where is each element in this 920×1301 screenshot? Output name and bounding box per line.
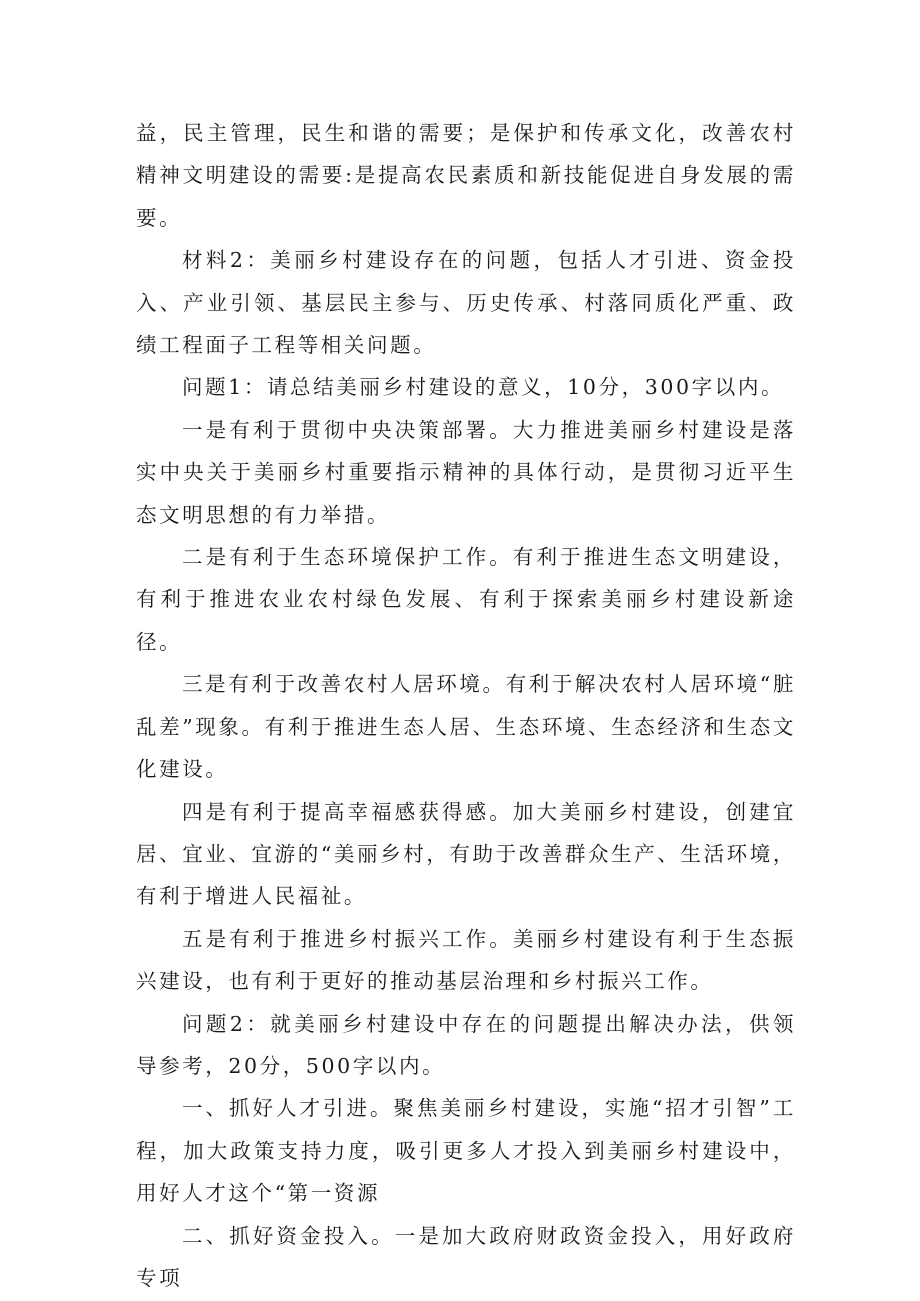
paragraph-10: 一、抓好人才引进。聚焦美丽乡村建设，实施“招才引智”工程，加大政策支持力度，吸引更多人才投入到美丽乡村建设中，用好人才这个“第一资源 — [136, 1096, 796, 1206]
paragraph-7: 四是有利于提高幸福感获得感。加大美丽乡村建设，创建宜居、宜业、宜游的“美丽乡村，有助于改善群众生产、生活环境，有利于增进人民福祉。 — [136, 799, 796, 909]
paragraph-8: 五是有利于推进乡村振兴工作。美丽乡村建设有利于生态振兴建设，也有利于更好的推动基层治理和乡村振兴工作。 — [136, 926, 796, 994]
paragraph-1: 益，民主管理，民生和谐的需要；是保护和传承文化，改善农村精神文明建设的需要:是提高农民素质和新技能促进自身发展的需要。 — [136, 121, 796, 230]
document-body — [136, 112, 796, 1299]
paragraph-9: 问题2：就美丽乡村建设中存在的问题提出解决办法，供领导参考，20分，500字以内。 — [136, 1011, 796, 1078]
paragraph-11: 二、抓好资金投入。一是加大政府财政资金投入，用好政府专项 — [136, 1223, 796, 1290]
paragraph-6: 三是有利于改善农村人居环境。有利于解决农村人居环境“脏乱差”现象。有利于推进生态人居、生态环境、生态经济和生态文化建设。 — [136, 672, 796, 782]
paragraph-5: 二是有利于生态环境保护工作。有利于推进生态文明建设，有利于推进农业农村绿色发展、有利于探索美丽乡村建设新途径。 — [136, 545, 796, 654]
paragraph-2: 材料2：美丽乡村建设存在的问题，包括人才引进、资金投入、产业引领、基层民主参与、历史传承、村落同质化严重、政绩工程面子工程等相关问题。 — [136, 248, 796, 358]
paragraph-3: 问题1：请总结美丽乡村建设的意义，10分，300字以内。 — [182, 375, 785, 400]
paragraph-4: 一是有利于贯彻中央决策部署。大力推进美丽乡村建设是落实中央关于美丽乡村重要指示精神的具体行动，是贯彻习近平生态文明思想的有力举措。 — [136, 417, 796, 527]
